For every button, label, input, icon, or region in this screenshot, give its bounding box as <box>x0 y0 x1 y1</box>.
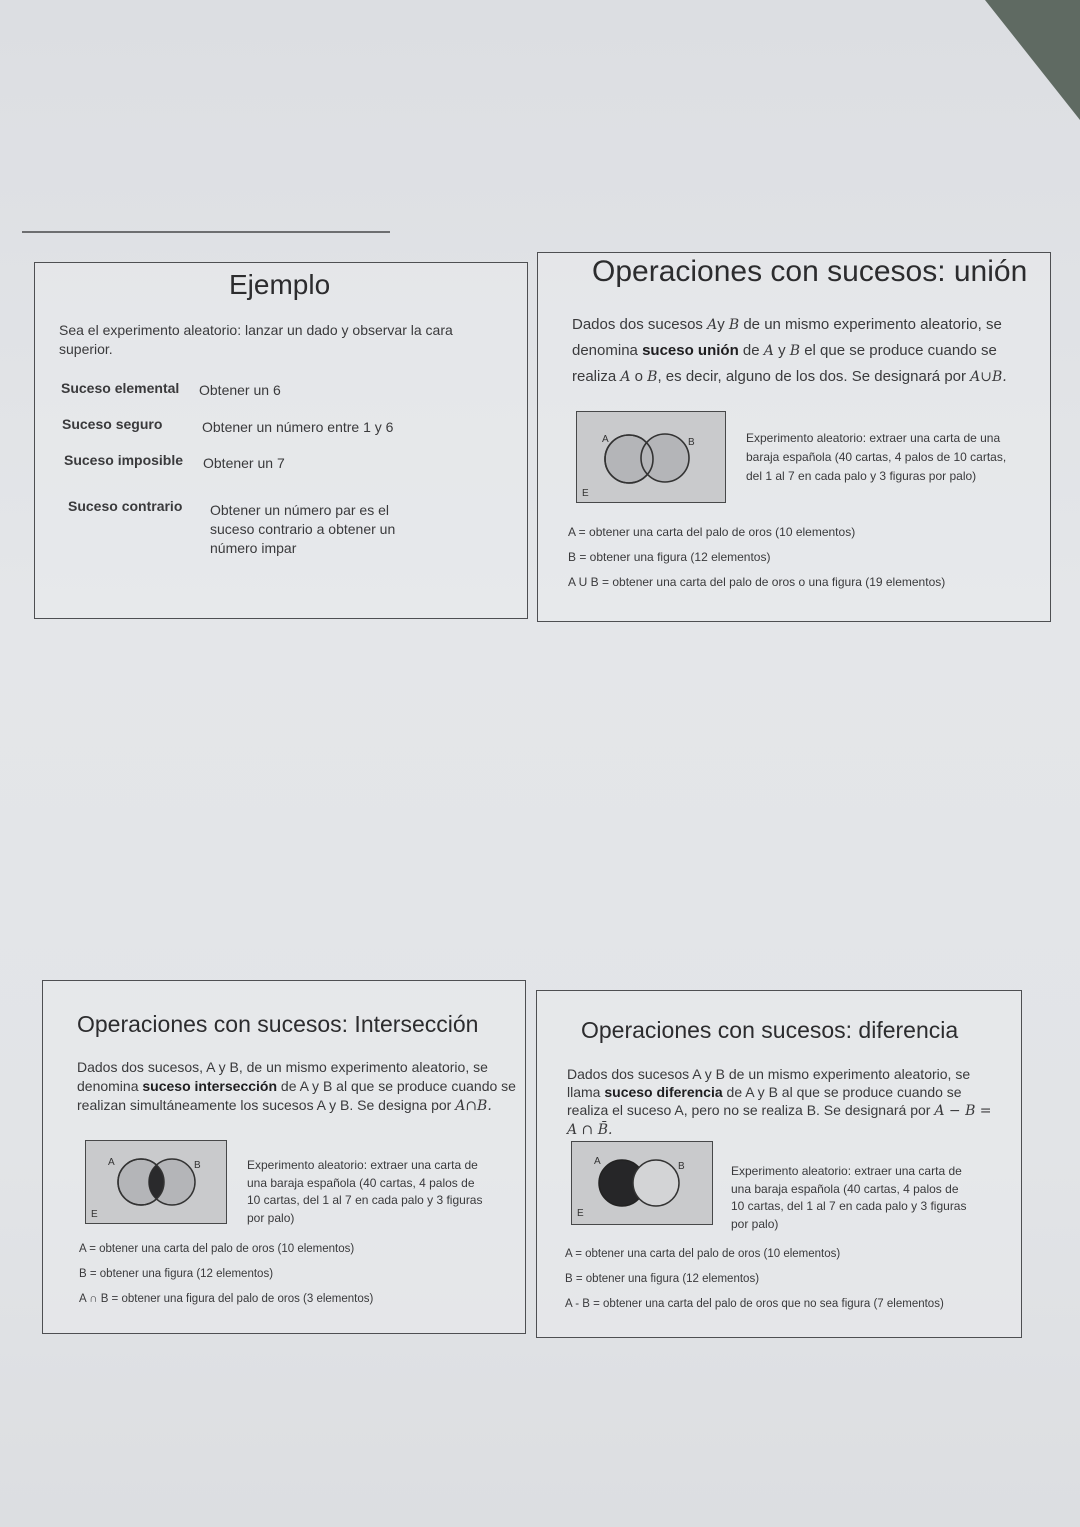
intro-text: Sea el experimento aleatorio: lanzar un dado y observar la cara superior. <box>59 322 453 357</box>
venn-label-b: B <box>678 1161 685 1172</box>
definition-a: A = obtener una carta del palo de oros (10 elementos) <box>568 525 856 539</box>
definition-text: Dados dos sucesos A y B de un mismo experimento aleatorio, se llama suceso diferencia de A y B al que se produce cuando se realiza el suceso A, pero no se realiza B. Se designará por A − B = A ∩ B̄. <box>567 1066 992 1138</box>
slide-diferencia <box>536 990 1022 1338</box>
definition-b: B = obtener una figura (12 elementos) <box>565 1273 760 1285</box>
slide-interseccion <box>42 980 526 1334</box>
venn-label-a: A <box>594 1156 601 1167</box>
venn-label-b: B <box>688 437 695 448</box>
slide-title: Operaciones con sucesos: Intersección <box>77 1011 479 1037</box>
slide-title: Operaciones con sucesos: diferencia <box>581 1017 959 1043</box>
experiment-text: Experimento aleatorio: extraer una carta de una baraja española (40 cartas, 4 palos de 10 cartas, del 1 al 7 en cada palo y 3 figuras por palo) <box>247 1158 483 1225</box>
slide-union <box>537 252 1051 622</box>
venn-diagram-union <box>576 411 726 503</box>
row-label: Suceso elemental <box>61 380 180 396</box>
row-label: Suceso contrario <box>68 498 183 514</box>
definitions-list <box>79 1243 373 1318</box>
definition-a: A = obtener una carta del palo de oros (10 elementos) <box>565 1248 841 1260</box>
venn-diagram-intersection <box>85 1140 227 1224</box>
background-corner <box>985 0 1080 120</box>
row-value: Obtener un número entre 1 y 6 <box>202 419 394 435</box>
row-value: Obtener un 7 <box>203 455 285 471</box>
definition-union: A U B = obtener una carta del palo de oros o una figura (19 elementos) <box>568 575 946 589</box>
venn-label-e: E <box>582 488 589 499</box>
venn-label-e: E <box>577 1208 584 1219</box>
row-value: Obtener un número par es el suceso contrario a obtener un número impar <box>210 502 396 556</box>
definitions-list <box>565 1248 944 1323</box>
definitions-list <box>568 525 945 600</box>
slide-title: Operaciones con sucesos: unión <box>592 255 1028 288</box>
definition-text: Dados dos sucesos, A y B, de un mismo experimento aleatorio, se denomina suceso intersección de A y B al que se produce cuando se realizan simultáneamente los sucesos A y B. Se designa por A∩B. <box>77 1059 516 1114</box>
venn-label-a: A <box>108 1157 115 1168</box>
definition-a: A = obtener una carta del palo de oros (10 elementos) <box>79 1243 355 1255</box>
slide-ejemplo <box>34 262 528 619</box>
experiment-text: Experimento aleatorio: extraer una carta de una baraja española (40 cartas, 4 palos de 10 cartas, del 1 al 7 en cada palo y 3 figuras por palo) <box>746 431 1007 483</box>
venn-label-a: A <box>602 434 609 445</box>
slide-title: Ejemplo <box>229 269 331 300</box>
cut-line <box>22 231 390 233</box>
venn-label-b: B <box>194 1160 201 1171</box>
row-value: Obtener un 6 <box>199 382 281 398</box>
definition-text: Dados dos sucesos Ay B de un mismo experimento aleatorio, se denomina suceso unión de A y B el que se produce cuando se realiza A o B, es decir, alguno de los dos. Se designará por A∪B. <box>572 316 1007 385</box>
venn-label-e: E <box>91 1209 98 1220</box>
definition-difference: A - B = obtener una carta del palo de oros que no sea figura (7 elementos) <box>565 1298 944 1310</box>
venn-diagram-difference <box>571 1141 713 1225</box>
definition-b: B = obtener una figura (12 elementos) <box>79 1268 274 1280</box>
row-label: Suceso imposible <box>64 452 184 468</box>
definition-intersection: A ∩ B = obtener una figura del palo de oros (3 elementos) <box>79 1293 374 1305</box>
row-label: Suceso seguro <box>62 416 163 432</box>
definition-b: B = obtener una figura (12 elementos) <box>568 550 771 564</box>
experiment-text: Experimento aleatorio: extraer una carta de una baraja española (40 cartas, 4 palos de 10 cartas, del 1 al 7 en cada palo y 3 figuras por palo) <box>731 1164 967 1231</box>
